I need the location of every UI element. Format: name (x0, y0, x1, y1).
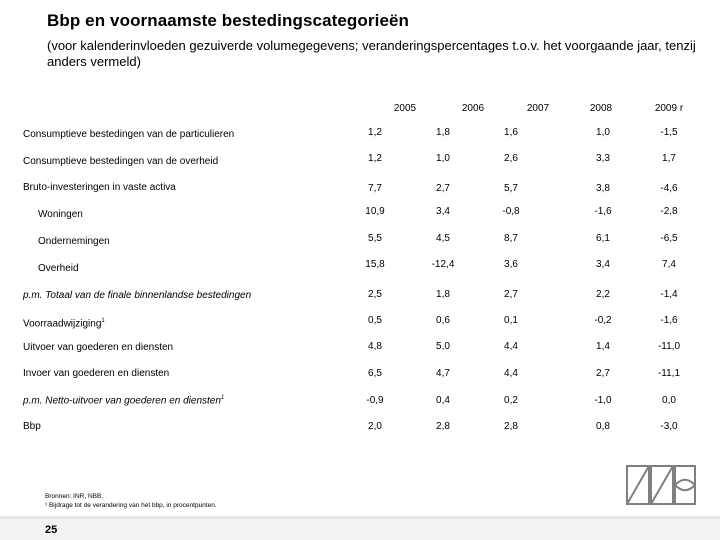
row-label (23, 395, 224, 406)
table-cell: -6,5 (660, 233, 678, 244)
column-header-2007: 2007 (526, 103, 550, 114)
table-cell: 2,8 (504, 421, 518, 432)
table-cell: 2,2 (596, 289, 610, 300)
table-cell: 2,7 (596, 368, 610, 379)
table-cell: -1,6 (594, 206, 612, 217)
table-cell: 0,5 (368, 315, 382, 326)
table-cell: 7,4 (662, 259, 676, 270)
table-cell: 10,9 (365, 206, 385, 217)
table-cell: -1,5 (660, 127, 678, 138)
row-label: Invoer van goederen en diensten (23, 368, 170, 379)
table-cell: 1,7 (662, 153, 676, 164)
slide-title: Bbp en voornaamste bestedingscategorieën (47, 11, 410, 30)
row-label: Woningen (38, 209, 83, 220)
table-cell: -11,0 (657, 341, 681, 352)
table-cell: 2,6 (504, 153, 518, 164)
table-cell: 1,8 (436, 127, 450, 138)
table-cell: -1,4 (660, 289, 678, 300)
page-number: 25 (45, 524, 58, 536)
table-cell: 1,2 (368, 153, 382, 164)
table-cell: -0,2 (594, 315, 612, 326)
table-cell: 1,4 (596, 341, 610, 352)
table-cell: 5,7 (504, 183, 518, 194)
table-cell: 0,2 (504, 395, 518, 406)
table-cell: 5,0 (436, 341, 450, 352)
table-cell: 3,4 (436, 206, 450, 217)
row-label: Bruto-investeringen in vaste activa (23, 182, 176, 193)
footnote-marker: 1 (220, 395, 225, 401)
table-cell: 4,5 (436, 233, 450, 244)
table-cell: -11,1 (657, 368, 681, 379)
table-cell: 2,7 (504, 289, 518, 300)
table-cell: 1,0 (436, 153, 450, 164)
table-cell: -12,4 (431, 259, 455, 270)
table-cell: 2,0 (368, 421, 382, 432)
table-cell: -1,6 (660, 315, 678, 326)
row-label (23, 318, 105, 329)
table-cell: 0,4 (436, 395, 450, 406)
footer-bar (0, 516, 720, 540)
table-cell: -0,8 (502, 206, 520, 217)
table-cell: 1,6 (504, 127, 518, 138)
table-cell: 3,4 (596, 259, 610, 270)
table-cell: 1,0 (596, 127, 610, 138)
table-cell: 2,8 (436, 421, 450, 432)
row-label: Consumptieve bestedingen van de particulieren (23, 129, 235, 140)
table-cell: 8,7 (504, 233, 518, 244)
table-cell: 3,8 (596, 183, 610, 194)
sources-note (45, 492, 217, 510)
row-label: Ondernemingen (38, 236, 110, 247)
table-cell: 0,1 (504, 315, 518, 326)
table-cell: 1,8 (436, 289, 450, 300)
table-cell: 0,6 (436, 315, 450, 326)
nbb-logo (624, 460, 698, 510)
table-cell: 0,0 (662, 395, 676, 406)
table-cell: 6,1 (596, 233, 610, 244)
table-cell: 2,5 (368, 289, 382, 300)
table-cell: 5,5 (368, 233, 382, 244)
footnote-line: ¹ Bijdrage tot de verandering van het bbp, in procentpunten. (45, 502, 217, 509)
column-header-2005: 2005 (393, 103, 417, 114)
footnote-marker: 1 (101, 318, 105, 324)
table-cell: 4,7 (436, 368, 450, 379)
table-cell: 4,4 (504, 368, 518, 379)
row-label: Bbp (23, 421, 41, 432)
row-label: Overheid (38, 263, 79, 274)
sources-line: Bronnen: INR, NBB. (45, 493, 104, 500)
row-label-text: Voorraadwijziging (23, 318, 102, 330)
table-cell: -0,9 (366, 395, 384, 406)
column-header-2006: 2006 (461, 103, 485, 114)
row-label: Consumptieve bestedingen van de overheid (23, 156, 219, 167)
column-header-2008: 2008 (589, 103, 613, 114)
table-cell: -2,8 (660, 206, 678, 217)
row-label: p.m. Totaal van de finale binnenlandse bestedingen (23, 290, 252, 301)
column-header-2009: 2009 r (654, 103, 684, 114)
table-cell: -1,0 (594, 395, 612, 406)
table-cell: 3,3 (596, 153, 610, 164)
table-cell: 7,7 (368, 183, 382, 194)
table-cell: 0,8 (596, 421, 610, 432)
table-cell: 6,5 (368, 368, 382, 379)
row-label: Uitvoer van goederen en diensten (23, 342, 174, 353)
row-label-text: p.m. Netto-uitvoer van goederen en diensten (23, 395, 221, 407)
slide-subtitle: (voor kalenderinvloeden gezuiverde volumegegevens; veranderingspercentages t.o.v. het voorgaande jaar, tenzij anders vermeld) (47, 38, 696, 69)
table-cell: 3,6 (504, 259, 518, 270)
table-cell: 4,8 (368, 341, 382, 352)
table-cell: 15,8 (365, 259, 385, 270)
table-cell: 2,7 (436, 183, 450, 194)
table-cell: -3,0 (660, 421, 678, 432)
table-cell: 4,4 (504, 341, 518, 352)
table-cell: 1,2 (368, 127, 382, 138)
table-cell: -4,6 (660, 183, 678, 194)
